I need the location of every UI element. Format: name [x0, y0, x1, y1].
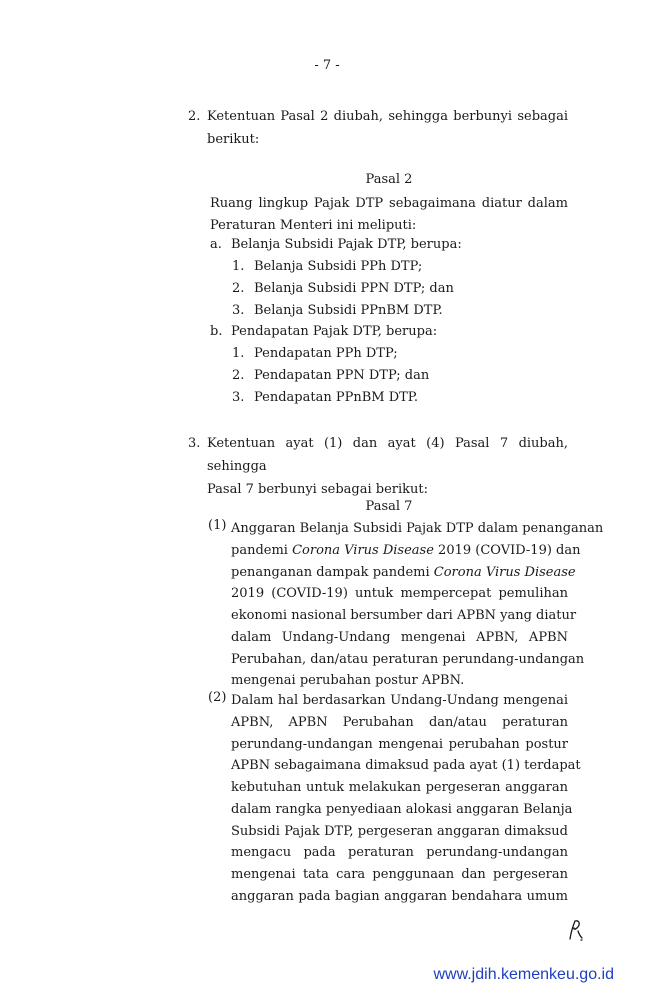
ayat-line: APBN, APBN Perubahan dan/atau peraturan: [231, 714, 568, 730]
item-line: Pasal 7 berbunyi sebagai berikut:: [207, 482, 428, 497]
list-text: Belanja Subsidi PPN DTP; dan: [254, 281, 454, 296]
list-text: Belanja Subsidi Pajak DTP, berupa:: [231, 237, 462, 252]
list-label: 3.: [232, 390, 245, 405]
article-intro: [210, 193, 568, 237]
article-title: Pasal 2: [365, 172, 413, 187]
list-text: Belanja Subsidi PPnBM DTP.: [254, 303, 443, 318]
list-label: a.: [210, 237, 222, 252]
list-label: 3.: [232, 303, 245, 318]
ayat-line: dalam rangka penyediaan alokasi anggaran Belanja: [231, 801, 573, 817]
amendment-item-3: [188, 432, 568, 501]
intro-line: Ruang lingkup Pajak DTP sebagaimana diatur dalam: [210, 196, 568, 211]
ayat-line: Perubahan, dan/atau peraturan perundang-undangan: [231, 651, 585, 667]
article-title: Pasal 7: [365, 499, 413, 514]
ayat-line: mengenai perubahan postur APBN.: [231, 673, 465, 689]
ayat-line: anggaran pada bagian anggaran bendahara umum: [231, 888, 568, 904]
list-text: Pendapatan Pajak DTP, berupa:: [231, 324, 438, 339]
ayat-line: ekonomi nasional bersumber dari APBN yang diatur: [231, 608, 577, 623]
ayat-line: 2019 (COVID-19) untuk mempercepat pemulihan: [231, 586, 568, 602]
ayat-line: Anggaran Belanja Subsidi Pajak DTP dalam penanganan: [231, 521, 604, 536]
ayat-line: mengenai tata cara penggunaan dan pergeseran: [231, 867, 568, 882]
list-label: 2.: [232, 368, 245, 383]
ayat-line: kebutuhan untuk melakukan pergeseran anggaran: [231, 780, 568, 795]
ayat-line: pandemi Corona Virus Disease 2019 (COVID-19) dan: [231, 542, 581, 558]
list-label: 2.: [232, 281, 245, 296]
list-label: 1.: [232, 259, 245, 274]
list-text: Pendapatan PPnBM DTP.: [254, 390, 419, 405]
ayat-line: mengacu pada peraturan perundang-undangan: [231, 845, 568, 861]
footer-website-link[interactable]: www.jdih.kemenkeu.go.id: [433, 966, 614, 983]
amendment-item-2: [188, 105, 568, 151]
ayat-line: APBN sebagaimana dimaksud pada ayat (1) terdapat: [231, 758, 581, 774]
item-number: 2.: [188, 109, 201, 124]
ayat-line: Subsidi Pajak DTP, pergeseran anggaran dimaksud: [231, 823, 568, 839]
page-number: - 7 -: [314, 58, 340, 73]
list-label: b.: [210, 324, 223, 339]
list-label: 1.: [232, 346, 245, 361]
intro-line: Peraturan Menteri ini meliputi:: [210, 218, 417, 233]
ayat-label: (2): [208, 690, 227, 705]
item-line: berikut:: [207, 132, 260, 147]
list-text: Pendapatan PPh DTP;: [254, 346, 398, 361]
ayat-line: Dalam hal berdasarkan Undang-Undang mengenai: [231, 693, 568, 708]
ayat-line: penanganan dampak pandemi Corona Virus Disease: [231, 564, 576, 580]
initial-signature-mark: [566, 918, 586, 942]
ayat-label: (1): [208, 518, 227, 533]
ayat-line: dalam Undang-Undang mengenai APBN, APBN: [231, 629, 568, 645]
list-text: Pendapatan PPN DTP; dan: [254, 368, 430, 383]
ayat-line: perundang-undangan mengenai perubahan postur: [231, 736, 568, 752]
list-text: Belanja Subsidi PPh DTP;: [254, 259, 423, 274]
item-line: Ketentuan Pasal 2 diubah, sehingga berbunyi sebagai: [207, 109, 568, 124]
item-number: 3.: [188, 436, 201, 451]
item-line: Ketentuan ayat (1) dan ayat (4) Pasal 7 diubah, sehingga: [207, 436, 568, 474]
